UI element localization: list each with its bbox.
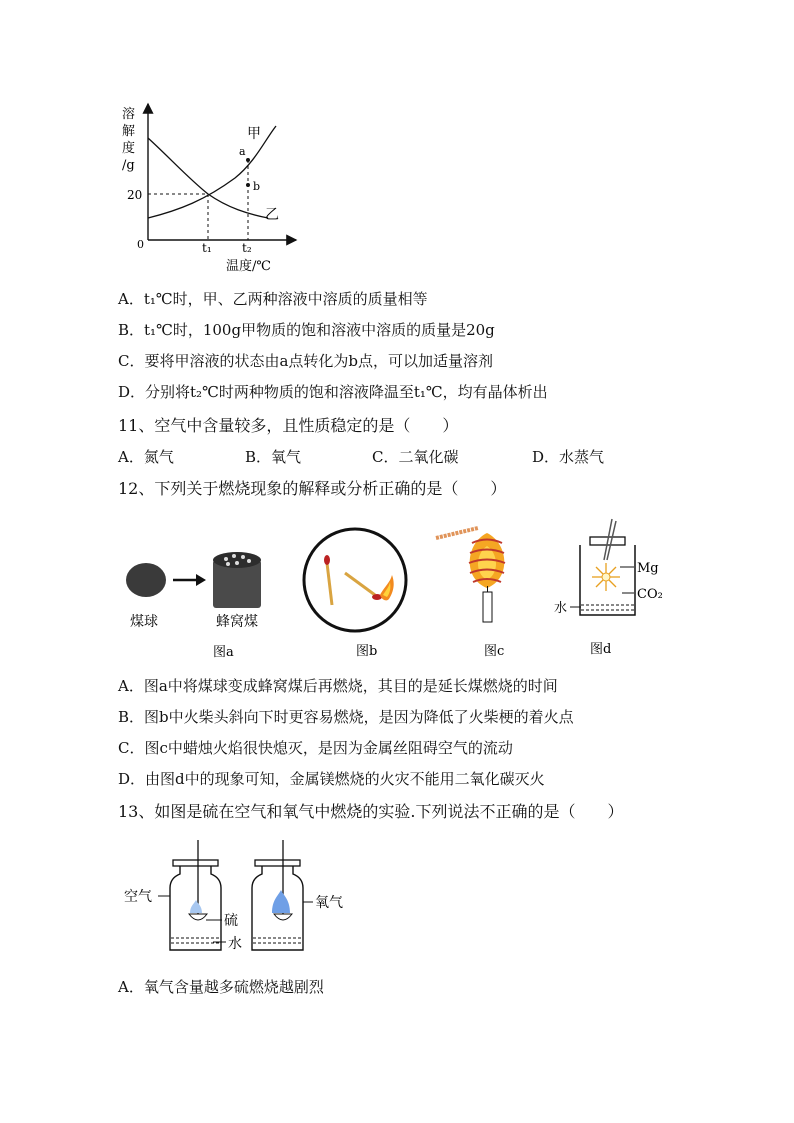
q12-option-c: C．图c中蜡烛火焰很快熄灭，是因为金属丝阻碍空气的流动 [118,739,513,757]
left-spoon [189,914,207,920]
point-b-dot [246,183,250,187]
q12-option-a: A．图a中将煤球变成蜂窝煤后再燃烧，其目的是延长煤燃烧的时间 [118,677,558,695]
hole-6 [226,562,230,566]
ylabel-3: 度 [122,141,136,156]
point-a-dot [246,158,250,162]
ylabel-2: 解 [122,124,136,139]
coal-ball [126,563,166,597]
fig-sulfur-label: 硫 [224,913,238,929]
y-tick-20: 20 [127,188,143,202]
left-bottle-cap [173,860,218,866]
fig-d-water-label: 水 [554,601,568,616]
mg-glow [602,573,610,581]
right-bottle-cap [255,860,300,866]
q10-option-c: C．要将甲溶液的状态由a点转化为b点，可以加适量溶剂 [118,352,494,370]
origin-label: 0 [137,238,144,251]
wire-handle [436,528,478,538]
solubility-graph [110,100,310,278]
fig-water-label: 水 [228,936,242,952]
q12-option-d: D．由图d中的现象可知，金属镁燃烧的火灾不能用二氧化碳灭火 [118,770,545,788]
fig-oxygen-label: 氧气 [315,895,343,911]
fig-air-label: 空气 [124,889,152,905]
fig-d-caption: 图d [590,642,612,657]
q10-option-a: A．t₁℃时，甲、乙两种溶液中溶质的质量相等 [118,290,428,308]
q11-option-c: C．二氧化碳 [372,448,459,466]
figure-a [118,540,278,660]
hole-3 [241,555,245,559]
right-spoon [274,914,292,920]
arrow-head [196,574,206,586]
q13-option-a: A．氧气含量越多硫燃烧越剧烈 [118,978,324,996]
curve-yi-label: 乙 [265,207,279,223]
q10-option-d: D．分别将t₂℃时两种物质的饱和溶液降温至t₁℃，均有晶体析出 [118,383,548,401]
match-head-1 [324,555,330,565]
q12-stem: 12、下列关于燃烧现象的解释或分析正确的是（ ） [118,479,507,498]
x-tick-t2: t₂ [242,241,252,255]
hole-5 [235,561,239,565]
left-flame [190,900,202,913]
curve-jia-label: 甲 [247,126,261,142]
q11-option-a: A．氮气 [118,448,174,466]
ylabel-4: /g [122,158,135,173]
fig-d-co2-label: CO₂ [637,587,663,602]
fig-d-mg-label: Mg [637,561,659,576]
figure-b [300,525,415,660]
fig-b-caption: 图b [356,644,378,659]
fig-a-left-label: 煤球 [130,614,158,630]
point-a-label: a [239,145,246,158]
right-flame [272,890,290,913]
figure-d [550,515,675,660]
fig-c-caption: 图c [484,644,505,659]
fig-a-right-label: 蜂窝煤 [216,614,258,630]
fig-a-caption: 图a [213,645,234,660]
ylabel-1: 溶 [122,107,136,122]
hole-4 [247,559,251,563]
sulfur-combustion-figure [118,838,358,958]
q10-option-b: B．t₁℃时，100g甲物质的饱和溶液中溶质的质量是20g [118,321,495,339]
q13-stem: 13、如图是硫在空气和氧气中燃烧的实验.下列说法不正确的是（ ） [118,802,624,821]
hole-2 [232,554,236,558]
q12-option-b: B．图b中火柴头斜向下时更容易燃烧，是因为降低了火柴梗的着火点 [118,708,574,726]
xlabel: 温度/℃ [226,259,271,274]
q11-option-b: B．氧气 [245,448,302,466]
q11-option-d: D．水蒸气 [532,448,605,466]
hole-1 [224,557,228,561]
honeycomb-top [213,552,261,568]
point-b-label: b [253,180,261,193]
q11-stem: 11、空气中含量较多，且性质稳定的是（ ） [118,416,459,435]
candle [483,592,492,622]
x-tick-t1: t₁ [202,241,212,255]
figure-c [432,518,532,660]
